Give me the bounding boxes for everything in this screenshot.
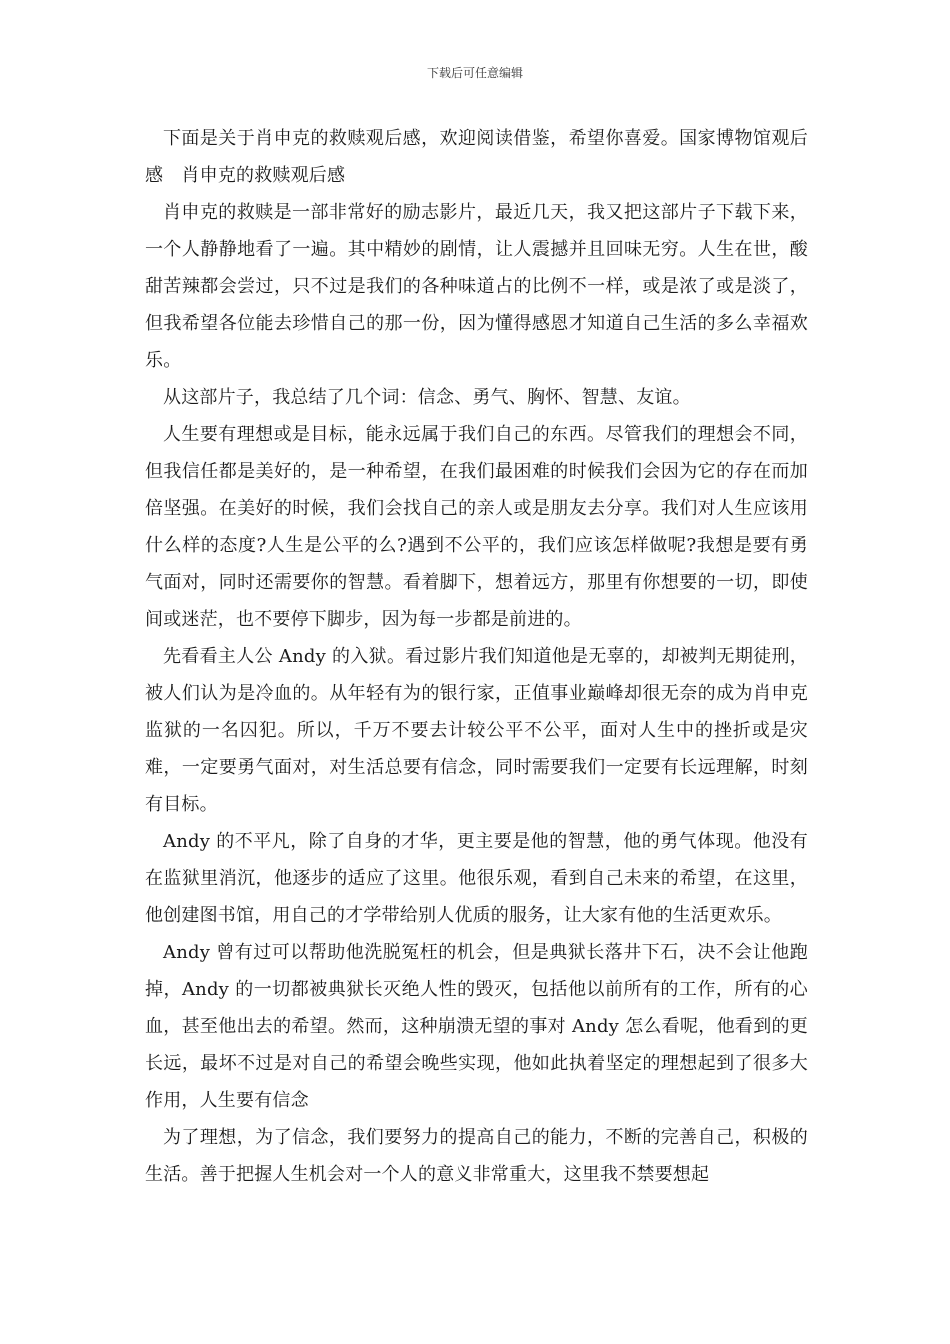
- paragraph-intro: 下面是关于肖申克的救赎观后感，欢迎阅读借鉴，希望你喜爱。国家博物馆观后感 肖申克的救赎观后感: [145, 128, 808, 186]
- paragraph: Andy 曾有过可以帮助他洗脱冤枉的机会，但是典狱长落井下石，决不会让他跑掉，Andy 的一切都被典狱长灭绝人性的毁灭，包括他以前所有的工作，所有的心血，甚至他出去的希望。然而，这种崩溃无望的事对 Andy 怎么看呢，他看到的更长远，最坏不过是对自己的希望会晚些实现，他如此执着坚定的理想起到了很多大作用，人生要有信念: [145, 942, 808, 1111]
- paragraph: 先看看主人公 Andy 的入狱。看过影片我们知道他是无辜的，却被判无期徒刑，被人们认为是冷血的。从年轻有为的银行家，正值事业巅峰却很无奈的成为肖申克监狱的一名囚犯。所以，千万不要去计较公平不公平，面对人生中的挫折或是灾难，一定要勇气面对，对生活总要有信念，同时需要我们一定要有长远理解，时刻有目标。: [145, 646, 808, 815]
- paragraph: 从这部片子，我总结了几个词：信念、勇气、胸怀、智慧、友谊。: [163, 387, 691, 408]
- paragraph: 为了理想，为了信念，我们要努力的提高自己的能力，不断的完善自己，积极的生活。善于把握人生机会对一个人的意义非常重大，这里我不禁要想起: [145, 1127, 808, 1185]
- paragraph: 肖申克的救赎是一部非常好的励志影片，最近几天，我又把这部片子下载下来，一个人静静地看了一遍。其中精妙的剧情，让人震撼并且回味无穷。人生在世，酸甜苦辣都会尝过，只不过是我们的各种味道占的比例不一样，或是浓了或是淡了，但我希望各位能去珍惜自己的那一份，因为懂得感恩才知道自己生活的多么幸福欢乐。: [145, 202, 808, 371]
- page-header: 下载后可任意编辑: [426, 66, 523, 80]
- document-body: [145, 120, 808, 1193]
- paragraph: 人生要有理想或是目标，能永远属于我们自己的东西。尽管我们的理想会不同，但我信任都是美好的，是一种希望，在我们最困难的时候我们会因为它的存在而加倍坚强。在美好的时候，我们会找自己的亲人或是朋友去分享。我们对人生应该用什么样的态度?人生是公平的么?遇到不公平的，我们应该怎样做呢?我想是要有勇气面对，同时还需要你的智慧。看着脚下，想着远方，那里有你想要的一切，即使间或迷茫，也不要停下脚步，因为每一步都是前进的。: [145, 424, 808, 630]
- paragraph: Andy 的不平凡，除了自身的才华，更主要是他的智慧，他的勇气体现。他没有在监狱里消沉，他逐步的适应了这里。他很乐观，看到自己未来的希望，在这里，他创建图书馆，用自己的才学带给别人优质的服务，让大家有他的生活更欢乐。: [145, 831, 808, 926]
